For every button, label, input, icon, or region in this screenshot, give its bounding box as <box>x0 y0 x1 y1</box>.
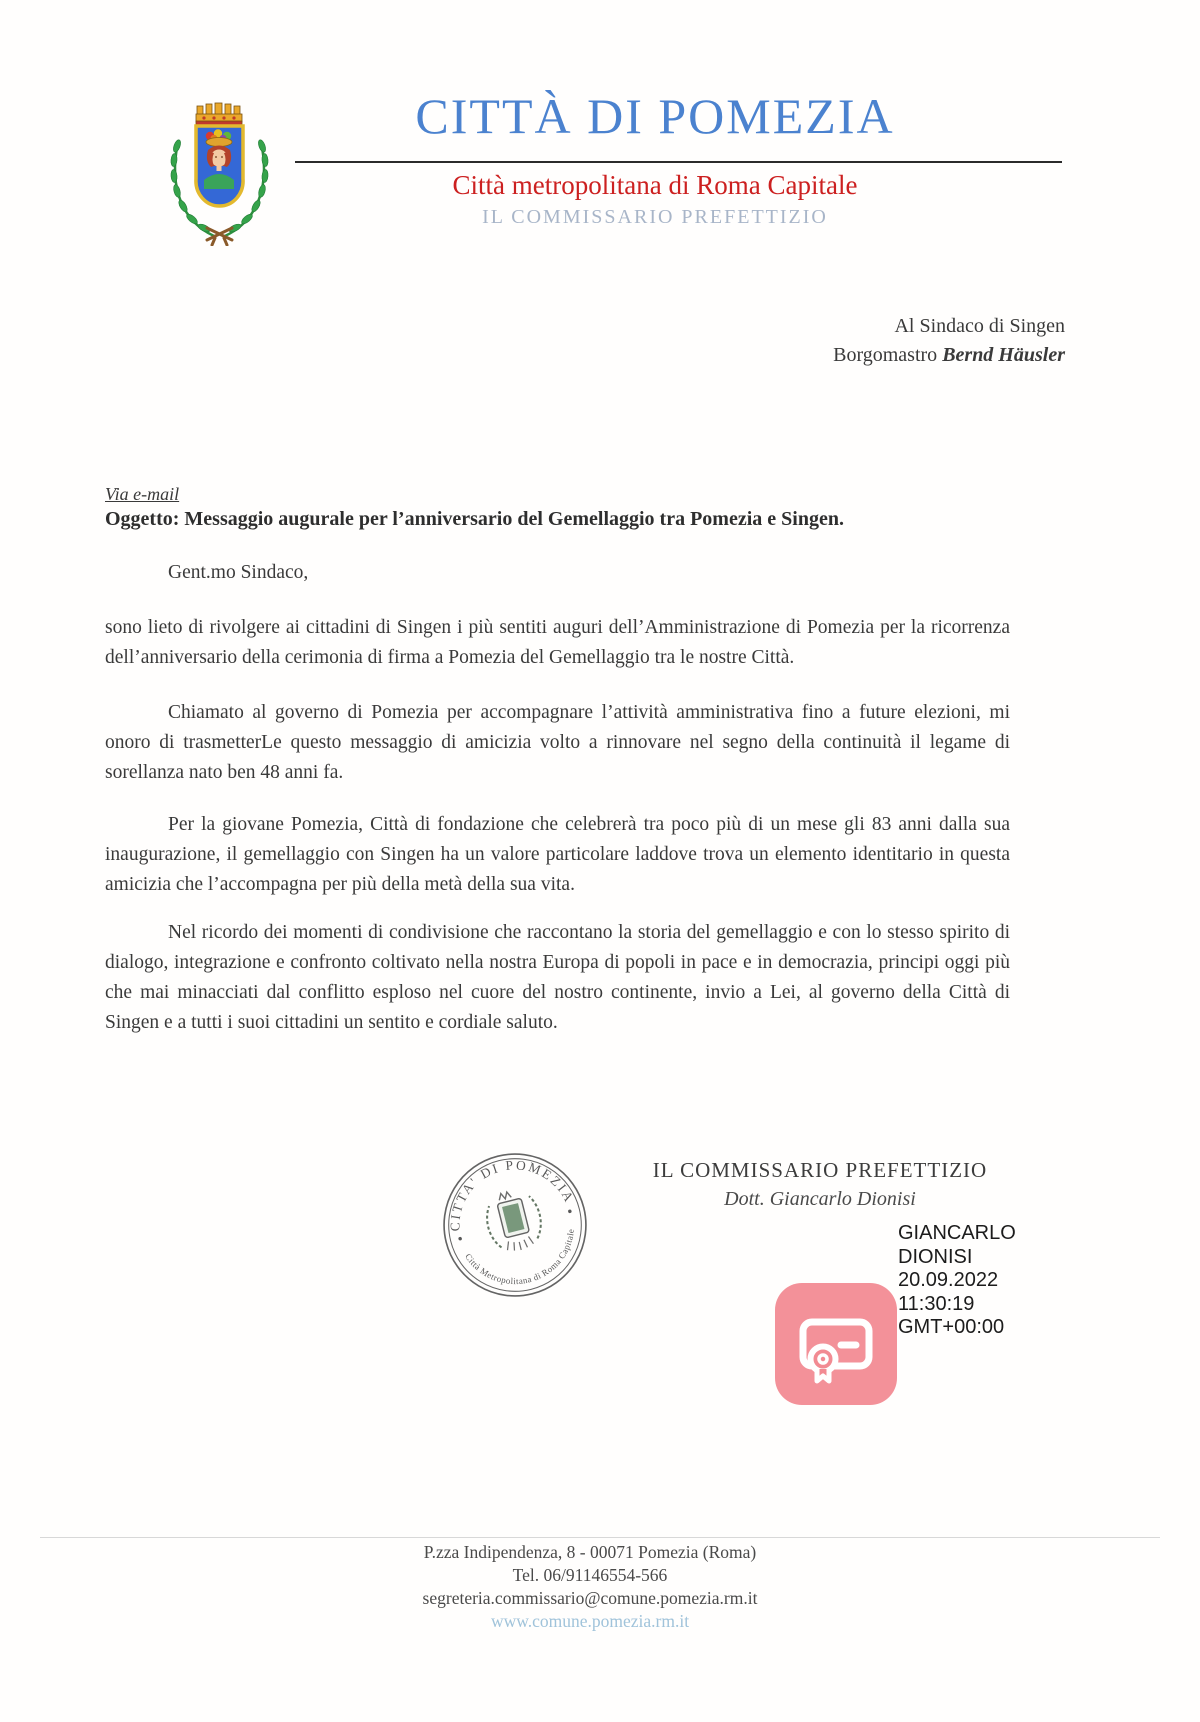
municipal-round-stamp <box>441 1151 589 1299</box>
recipient-block <box>833 312 1065 370</box>
delivery-method-label: Via e-mail <box>105 484 180 504</box>
digital-signature-line: GIANCARLO <box>898 1222 1016 1244</box>
digital-signature-line: GMT+00:00 <box>898 1316 1005 1338</box>
digital-signature-line: DIONISI <box>898 1245 973 1268</box>
footer-contact-block <box>0 1541 1180 1633</box>
signature-block <box>640 1158 1000 1211</box>
scan-fold-line <box>40 1537 1160 1538</box>
footer-website: www.comune.pomezia.rm.it <box>490 1611 690 1631</box>
digital-signature-line: 11:30:19 <box>898 1292 975 1315</box>
stamp-top-text: CITTA' DI POMEZIA <box>447 1157 578 1232</box>
digital-certificate-icon <box>775 1283 897 1405</box>
recipient-line2 <box>833 341 1065 370</box>
digital-signature-line: 20.09.2022 <box>898 1269 999 1291</box>
body-paragraph-1: sono lieto di rivolgere ai cittadini di Singen i più sentiti auguri dell’Amministrazione di Pomezia per la ricorrenza dell’anniversario della cerimonia di firma a Pomezia del Gemellaggio tra le nostre Città. <box>105 617 1010 668</box>
letterhead-divider <box>295 161 1062 163</box>
footer-phone: Tel. 06/91146554-566 <box>512 1565 668 1585</box>
body-paragraph-4: Nel ricordo dei momenti di condivisione che raccontano la storia del gemellaggio e con lo stesso spirito di dialogo, integrazione e confronto coltivato nella nostra Europa di popoli in pace e in democrazia, principi oggi più che mai minacciati dal conflitto esploso nel cuore del nostro continente, invio a Lei, al governo della Città di Singen e a tutti i suoi cittadini un sentito e cordiale saluto. <box>105 922 1010 1033</box>
letterhead-office: IL COMMISSARIO PREFETTIZIO <box>482 206 828 228</box>
digital-signature-text <box>898 1222 1016 1340</box>
footer-email: segreteria.commissario@comune.pomezia.rm.it <box>422 1588 758 1608</box>
footer-address: P.zza Indipendenza, 8 - 00071 Pomezia (Roma) <box>423 1542 757 1562</box>
subject-line: Oggetto: Messaggio augurale per l’anniversario del Gemellaggio tra Pomezia e Singen. <box>105 508 844 530</box>
signature-office-title: IL COMMISSARIO PREFETTIZIO <box>652 1158 988 1182</box>
body-paragraph-2: Chiamato al governo di Pomezia per accompagnare l’attività amministrativa fino a future elezioni, mi onoro di trasmetterLe questo messaggio di amicizia volto a rinnovare nel segno della continuità il legame di sorellanza nato ben 48 anni fa. <box>105 702 1010 783</box>
letterhead-subtitle: Città metropolitana di Roma Capitale <box>452 170 858 200</box>
body-paragraph-3: Per la giovane Pomezia, Città di fondazione che celebrerà tra poco più di un mese gli 83 anni dalla sua inaugurazione, il gemellaggio con Singen ha un valore particolare laddove trova un elemento identitario in questa amicizia che l’accompagna per più della metà della sua vita. <box>105 814 1010 895</box>
recipient-role: Borgomastro <box>833 344 943 366</box>
signatory-name: Dott. Giancarlo Dionisi <box>724 1188 916 1210</box>
recipient-name: Bernd Häusler <box>942 344 1065 366</box>
letterhead-title: CITTÀ DI POMEZIA <box>415 88 895 144</box>
stamp-bottom-text: Città Metropolitana di Roma Capitale <box>463 1228 576 1287</box>
recipient-line1: Al Sindaco di Singen <box>894 315 1065 337</box>
salutation: Gent.mo Sindaco, <box>168 562 309 583</box>
